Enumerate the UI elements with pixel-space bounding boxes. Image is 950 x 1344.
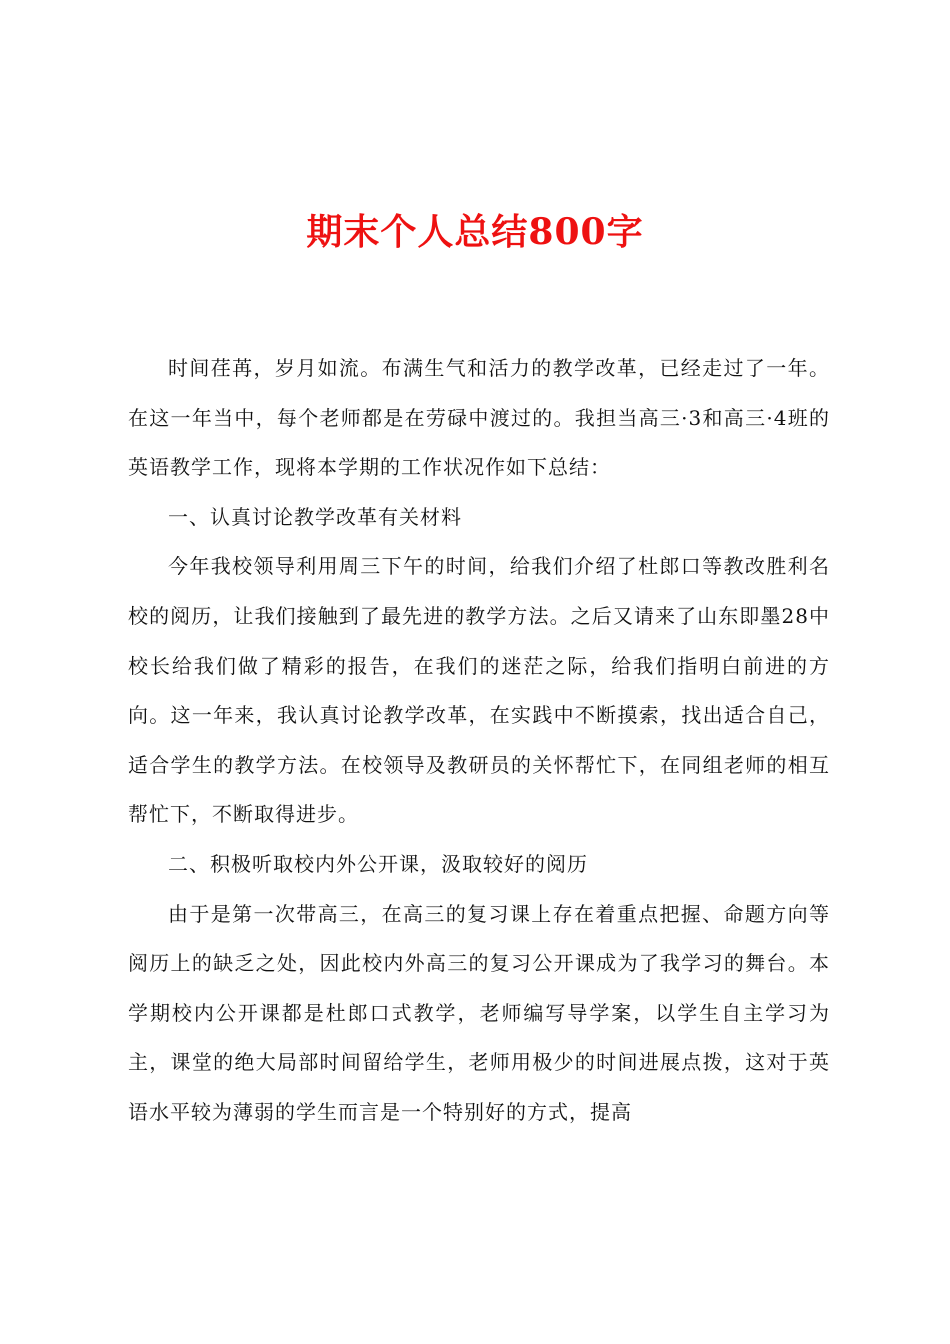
section-heading-2: 二、积极听取校内外公开课，汲取较好的阅历 [168,851,588,876]
document-title: 期末个人总结800字 [306,211,644,253]
paragraph-section-2: 由于是第一次带高三，在高三的复习课上存在着重点把握、命题方向等阅历上的缺乏之处，因此校内外高三的复习公开课成为了我学习的舞台。本学期校内公开课都是杜郎口式教学，老师编写导学案，以学生自主学习为主，课堂的绝大局部时间留给学生，老师用极少的时间进展点拨，这对于英语水平较为薄弱的学生而言是一个特别好的方式，提高 [128,901,830,1124]
section-heading-1: 一、认真讨论教学改革有关材料 [168,504,462,529]
paragraph-intro: 时间荏苒，岁月如流。布满生气和活力的教学改革，已经走过了一年。在这一年当中，每个老师都是在劳碌中渡过的。我担当高三·3和高三·4班的英语教学工作，现将本学期的工作状况作如下总结： [128,356,830,480]
document-body [128,344,830,1138]
paragraph-section-1: 今年我校领导利用周三下午的时间，给我们介绍了杜郎口等教改胜利名校的阅历，让我们接触到了最先进的教学方法。之后又请来了山东即墨28中校长给我们做了精彩的报告，在我们的迷茫之际，给我们指明白前进的方向。这一年来，我认真讨论教学改革，在实践中不断摸索，找出适合自己，适合学生的教学方法。在校领导及教研员的关怀帮忙下，在同组老师的相互帮忙下，不断取得进步。 [128,554,830,827]
